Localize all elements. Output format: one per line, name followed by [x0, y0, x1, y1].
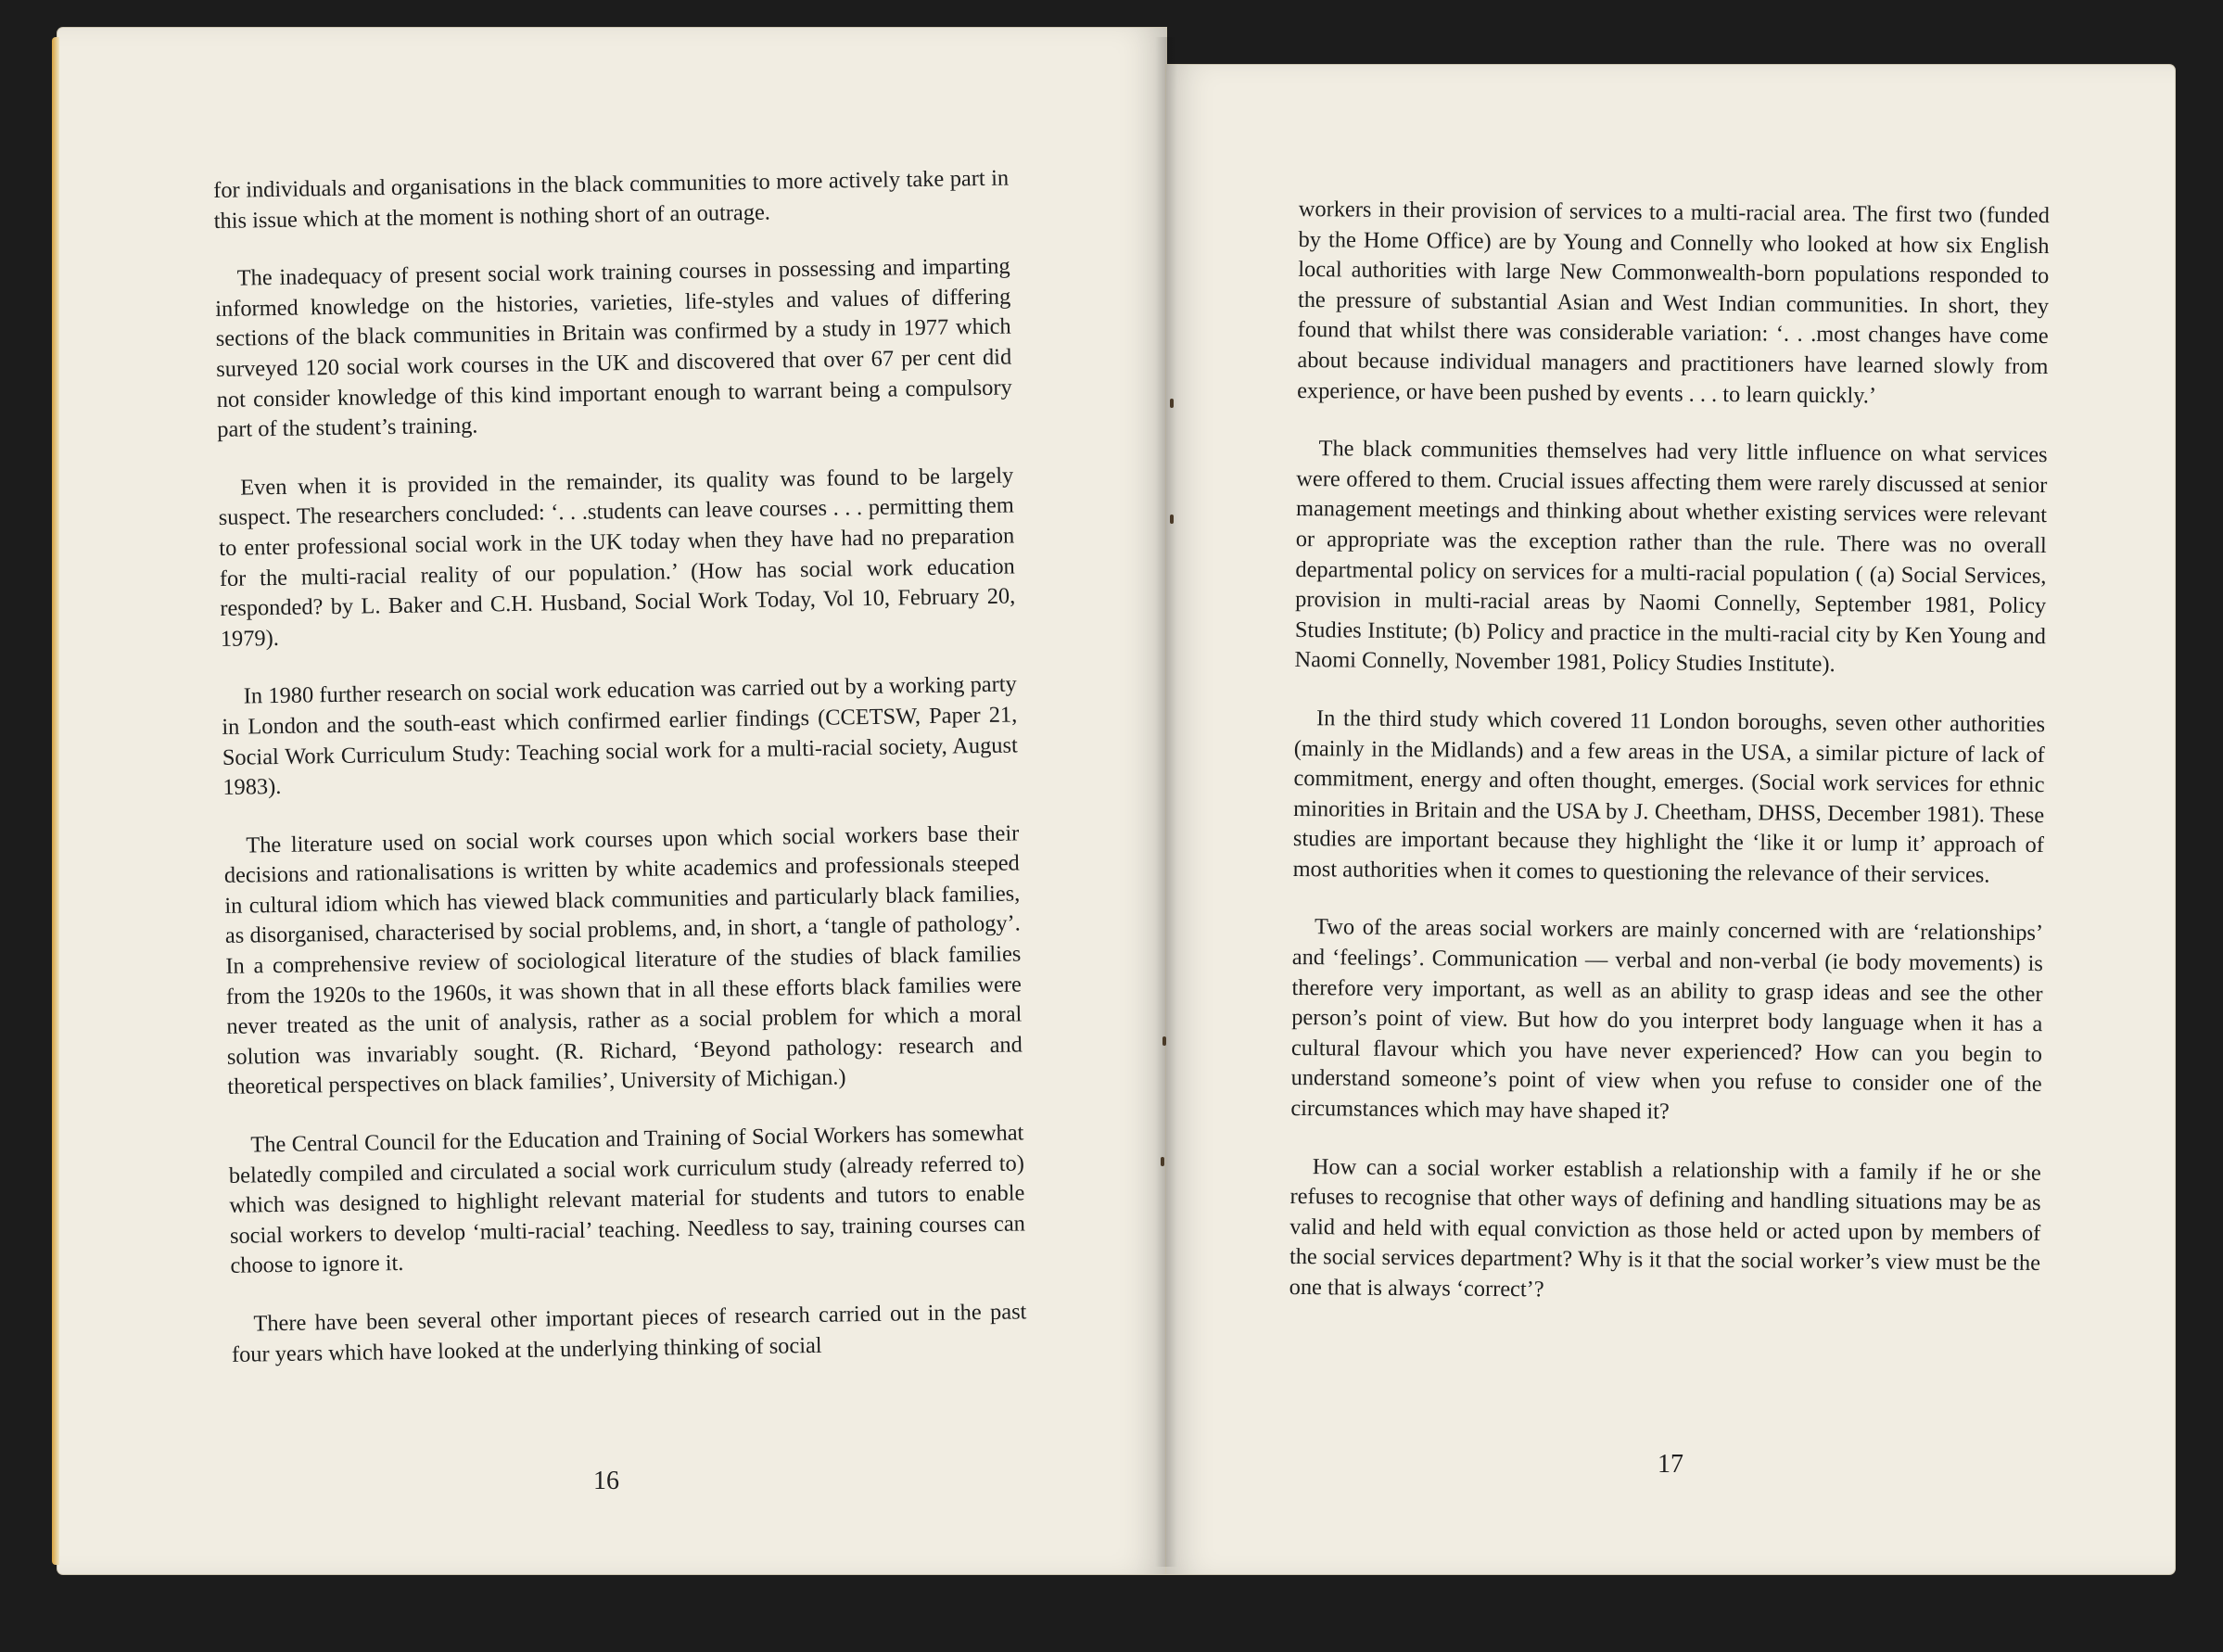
left-page [57, 28, 1166, 1574]
right-paragraph-5: How can a social worker establish a relationship with a family if he or she refuses to recognise that other ways of defining and handling situations may be as valid and held with equal conviction as those held or acted upon by members of the social services department? Why is it that the social worker’s view must be the one that is always ‘correct’? [1289, 1153, 2041, 1303]
staple-4 [1161, 1157, 1164, 1166]
left-paragraph-4: In 1980 further research on social work education was carried out by a working party in London and the south-east which confirmed earlier findings (CCETSW, Paper 21, Social Work Curriculum Study: Teaching social work for a multi-racial society, August 1983). [222, 671, 1018, 801]
staple-1 [1170, 399, 1174, 408]
left-page-text [213, 164, 1028, 1399]
right-paragraph-2: The black communities themselves had very little influence on what services were offered to them. Crucial issues affecting them were rarely discussed at senior management meetings and thinking about whether existing services were relevant or appropriate was the exception rather than the rule. There was no overall departmental policy on services for a multi-racial population ( (a) Social Services, provision in multi-racial areas by Naomi Connelly, September 1981, Policy Studies Institute; (b) Policy and practice in the multi-racial city by Ken Young and Naomi Connelly, November 1981, Policy Studies Institute). [1294, 436, 2048, 678]
left-paragraph-1: for individuals and organisations in the black communities to more actively take part in this issue which at the moment is nothing short of an outrage. [213, 165, 1010, 234]
right-page-text [1289, 195, 2050, 1338]
left-paragraph-2: The inadequacy of present social work training courses in possessing and imparting informed knowledge on the histories, varieties, life-styles and values of differing sections of the black communities in Britain was confirmed by a study in 1977 which surveyed 120 social work courses in the UK and discovered that over 67 per cent did not consider knowledge of this kind important enough to warrant being a compulsory part of the student’s training. [215, 253, 1012, 443]
left-paragraph-3: Even when it is provided in the remainder, its quality was found to be largely suspect. The researchers concluded: ‘. . .students can leave courses . . . permitting them to enter professional social work in the UK today when they have had no preparation for the multi-racial reality of our population.’ (How has social work education responded? by L. Baker and C.H. Husband, Social Work Today, Vol 10, February 20, 1979). [218, 463, 1016, 652]
left-paragraph-7: There have been several other important pieces of research carried out in the past four years which have looked at the underlying thinking of social [231, 1299, 1027, 1367]
left-paragraph-6: The Central Council for the Education and Training of Social Workers has somewhat belatedly compiled and circulated a social work curriculum study (already referred to) which was designed to highlight relevant material for students and tutors to enable social workers to develop ‘multi-racial’ teaching. Needless to say, training courses can choose to ignore it. [228, 1120, 1026, 1279]
staple-3 [1162, 1036, 1166, 1046]
right-paragraph-3: In the third study which covered 11 London boroughs, seven other authorities (mainly in the Midlands) and a few areas in the USA, a similar picture of lack of commitment, energy and often thought, emerges. (Social work services for ethnic minorities in Britain and the USA by J. Cheetham, DHSS, December 1981). These studies are important because they highlight the ‘like it or lump it’ approach of most authorities when it comes to questioning the relevance of their services. [1292, 705, 2046, 888]
right-page-number: 17 [1658, 1450, 1683, 1479]
staple-2 [1170, 515, 1174, 524]
right-paragraph-1: workers in their provision of services to a multi-racial area. The first two (funded by the Home Office) are by Young and Connelly who looked at how six English local authorities with large New Commonwealth-born populations responded to the pressure of substantial Asian and West Indian communities. In short, they found that whilst there was considerable variation: ‘. . .most changes have come about because individual managers and practitioners have learned slowly from experience, or have been pushed by events . . . to learn quickly.’ [1297, 196, 2050, 409]
right-page [1166, 65, 2175, 1574]
spine-shadow [1155, 37, 1177, 1567]
right-paragraph-4: Two of the areas social workers are mainly concerned with are ‘relationships’ and ‘feelings’. Communication — verbal and non-verbal (ie body movements) is therefore very important, as well as an ability to grasp ideas and see the other person’s point of view. But how do you interpret body language when it has a cultural flavour which you have never experienced? How can you begin to understand someone’s point of view when you refuse to consider one of the circumstances which may have shaped it? [1290, 914, 2044, 1125]
left-paragraph-5: The literature used on social work courses upon which social workers base their decisions and rationalisations is written by white academics and professionals steeped in cultural idiom which has viewed black communities and particularly black families, as disorganised, characterised by social problems, and, in short, a ‘tangle of pathology’. In a comprehensive review of sociological literature of the studies of black families from the 1920s to the 1960s, it was shown that in all these efforts black families were never treated as the unit of analysis, rather as a social problem for which a moral solution was invariably sought. (R. Richard, ‘Beyond pathology: research and theoretical perspectives on black families’, University of Michigan.) [223, 820, 1023, 1100]
left-page-number: 16 [593, 1467, 619, 1495]
